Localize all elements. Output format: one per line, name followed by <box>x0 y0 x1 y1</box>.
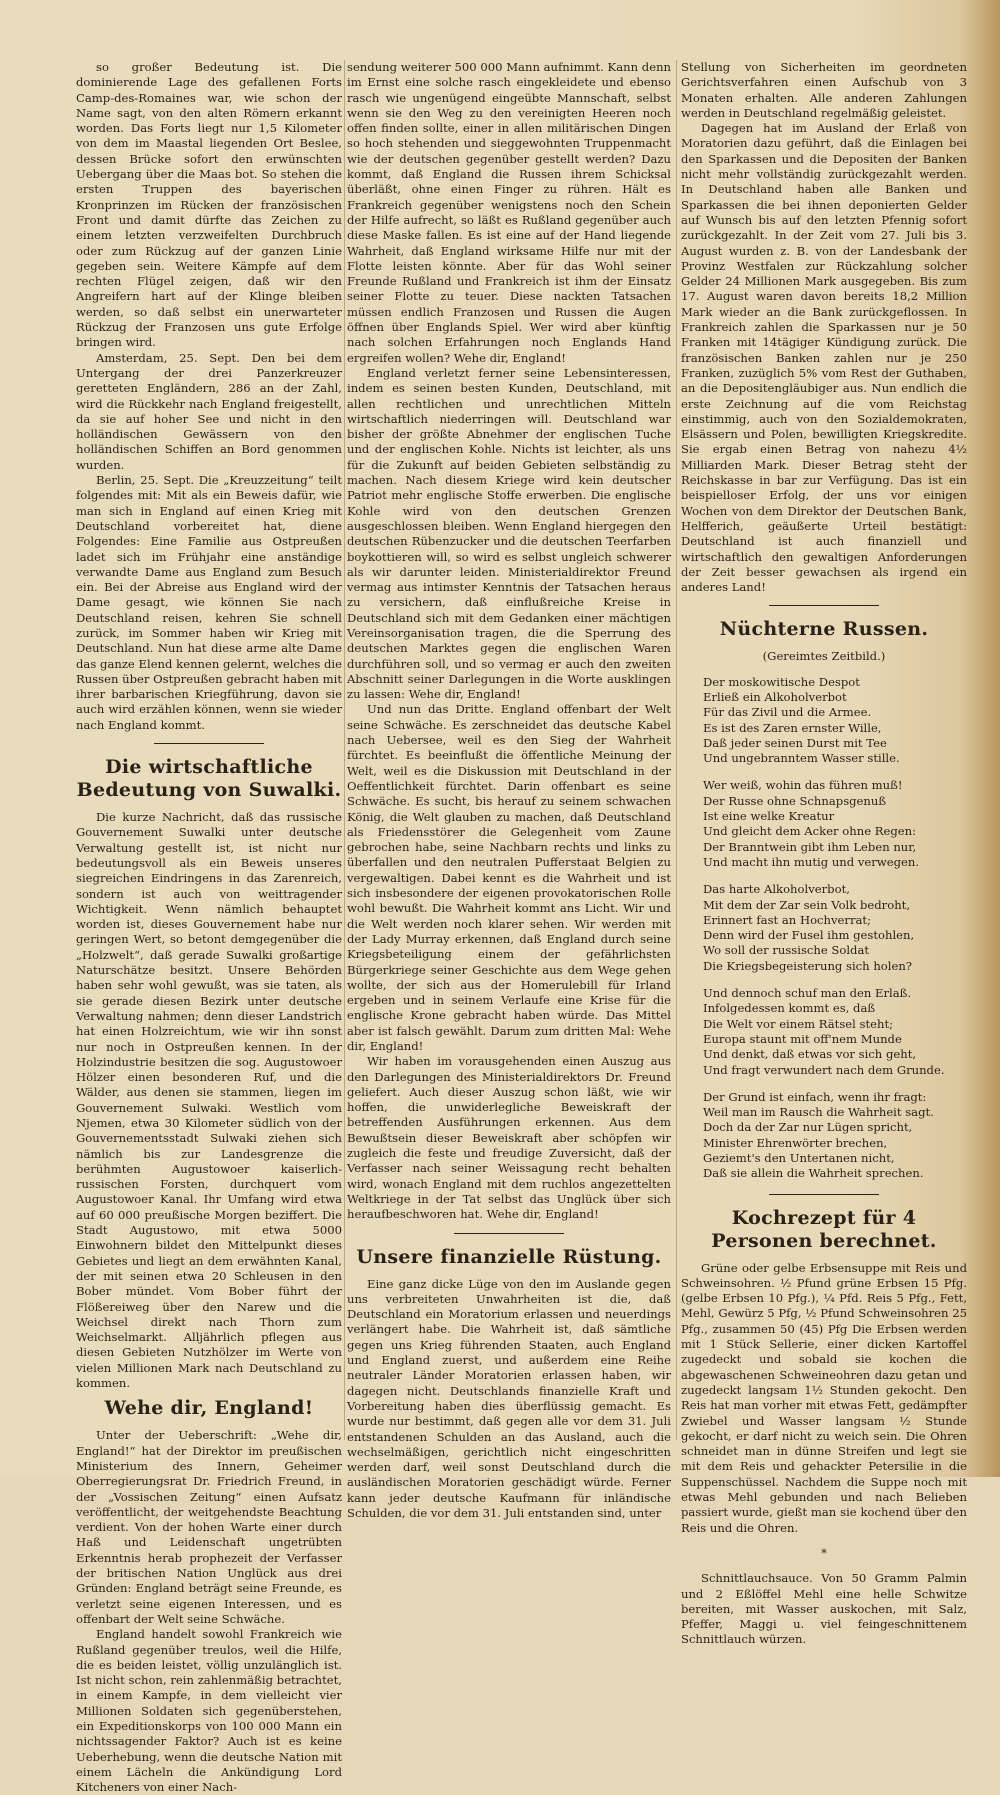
column-divider <box>676 60 677 1440</box>
poem-line: Und ungebranntem Wasser stille. <box>703 751 900 766</box>
article-heading: Die wirtschaftliche Bedeutung von Suwalki. <box>76 756 342 802</box>
section-divider <box>454 1233 564 1234</box>
paragraph: Wir haben im vorausgehenden einen Auszug aus den Darlegungen des Ministerialdirektors Dr. Freund geliefert. Auch dieser Auszug schon läßt, wie wir hoffen, die unwiderlegliche Beweiskraft der betreffenden Ausführungen erkennen. Aus dem Bewußtsein dieser Beweiskraft aber schöpfen wir zugleich die feste und freudige Zuversicht, daß der Verfasser nach seiner Weissagung recht behalten wird, wonach England mit dem ruchlos angezettelten Weltkriege in der Tat selbst das Unglück über sich heraufbeschworen hat. Wehe dir, England! <box>347 1054 671 1222</box>
column-divider <box>344 60 345 1440</box>
paragraph: Unter der Ueberschrift: „Wehe dir, England!“ hat der Direktor im preußischen Ministerium des Innern, Geheimer Oberregierungsrat Dr. Friedrich Freund, in der „Vossischen Zeitung“ einen Aufsatz veröffentlicht, der weitgehendste Beachtung verdient. Von der hohen Warte einer durch Haß und Leidenschaft ungetrübten Erkenntnis herab prophezeit der Verfasser der britischen Nation Unglück aus drei Gründen: England beträgt seine Freunde, es verletzt seine eigenen Interessen, und es offenbart der Welt seine Schwäche. <box>76 1428 342 1626</box>
paragraph: Die kurze Nachricht, daß das russische Gouvernement Suwalki unter deutsche Verwaltung gestellt ist, ist nicht nur bedeutungsvoll als ein Beweis unseres siegreichen Eindringens in das Zarenreich, sondern ist auch von weittragender Wichtigkeit. Wenn nämlich behauptet worden ist, dieses Gouvernement habe nur geringen Wert, so betont demgegenüber die „Holzwelt“, daß gerade Suwalki großartige Naturschätze besitzt. Unsere Behörden haben sehr wohl gewußt, was sie taten, als sie gerade diesen Bezirk unter deutsche Verwaltung nahmen; denn dieser Landstrich hat einen Holzreichtum, wie wir ihn sonst nur noch in Ostpreußen kennen. In der Holzindustrie besitzen die sog. Augustowoer Hölzer einen besonderen Ruf, und die Wälder, aus denen sie stammen, liegen im Gouvernement Sulwaki. Westlich vom Njemen, etwa 30 Kilometer südlich von der Gouvernementsstadt Sulwaki ziehen sich nämlich bis zur Landesgrenze die berühmten Augustowoer kaiserlich-russischen Forsten, durchquert vom Augustowoer Kanal. Ihr Umfang wird etwa auf 60 000 preußische Morgen beziffert. Die Stadt Augustowo, mit etwa 5000 Einwohnern bildet den Mittelpunkt dieses Gebietes und liegt an dem erwähnten Kanal, der mit seinen etwa 20 Schleusen in den Bober mündet. Vom Bober führt der Flößereiweg über den Narew und die Weichsel direkt nach Thorn zum Weichselmarkt. Alljährlich pflegen aus diesen Gebieten Nutzhölzer im Werte von vielen Millionen Mark nach Deutschland zu kommen. <box>76 810 342 1391</box>
poem-line: Erließ ein Alkoholverbot <box>703 689 847 704</box>
poem-stanza <box>703 778 967 870</box>
section-divider <box>769 605 879 606</box>
section-divider <box>769 1194 879 1195</box>
paragraph: sendung weiterer 500 000 Mann aufnimmt. Kann denn im Ernst eine solche rasch eingekleidete und ebenso rasch wie ungenügend eingeübte Mannschaft, selbst wenn sie den Weg zu den vereinigten Heeren noch offen finden sollte, einer in allen militärischen Dingen so hoch stehenden und sieggewohnten Truppenmacht wie der deutschen gegenüber gestellt werden? Dazu kommt, daß England die Russen ihrem Schicksal überläßt, ohne einen Finger zu rühren. Hält es Frankreich gegenüber wenigstens noch den Schein der Hilfe aufrecht, so läßt es Rußland gegenüber auch diese Maske fallen. Es ist eine auf der Hand liegende Wahrheit, daß England wirksame Hilfe nur mit der Flotte leisten könnte. Aber für das Wohl seiner Freunde Rußland und Frankreich ist ihm der Einsatz seiner Flotte zu teuer. Diese nackten Tatsachen müssen endlich Franzosen und Russen die Augen öffnen über Englands Spiel. Wer wird aber künftig nach solchen Erfahrungen noch Englands Hand ergreifen wollen? Wehe dir, England! <box>347 60 671 365</box>
paragraph: England verletzt ferner seine Lebensinteressen, indem es seinen besten Kunden, Deutschland, mit allen rechtlichen und unrechtlichen Mitteln wirtschaftlich niederringen will. Deutschland war bisher der größte Abnehmer der englischen Tuche und der englischen Kohle. Nichts ist leichter, als uns für die Zukunft auf beiden Gebieten selbständig zu machen. Nach diesem Kriege wird kein deutscher Patriot mehr englische Stoffe erwerben. Die englische Kohle wird von den deutschen Grenzen ausgeschlossen bleiben. Wenn England hiergegen den deutschen Rübenzucker und die deutschen Teerfarben boykottieren will, so wird es selbst ungleich schwerer als wir darunter leiden. Ministerialdirektor Freund vermag aus intimster Kenntnis der Tatsachen heraus zu versichern, daß einflußreiche Kreise in Deutschland sich mit dem Gedanken einer mächtigen Vereinsorganisation tragen, die die Sperrung des deutschen Marktes gegen die englischen Waren durchführen soll, und so vermag er auch den zweiten Abschnitt seiner Darlegungen in die Worte ausklingen zu lassen: Wehe dir, England! <box>347 365 671 702</box>
poem-line: Europa staunt mit off'nem Munde <box>703 1031 902 1046</box>
poem-line: Ist eine welke Kreatur <box>703 809 835 824</box>
poem-line: Der Grund ist einfach, wenn ihr fragt: <box>703 1089 927 1104</box>
article-heading: Wehe dir, England! <box>104 1397 314 1420</box>
article-heading: Nüchterne Russen. <box>719 618 929 641</box>
paragraph: Schnittlauchsauce. Von 50 Gramm Palmin und 2 Eßlöffel Mehl eine helle Schwitze bereiten, mit Wasser auskochen, mit Salz, Pfeffer, Maggi u. viel feingeschnittenem Schnittlauch würzen. <box>681 1571 967 1647</box>
poem-line: Geziemt's den Untertanen nicht, <box>703 1151 895 1165</box>
poem-line: Doch da der Zar nur Lügen spricht, <box>703 1120 913 1135</box>
poem-line: Der moskowitische Despot <box>703 674 860 689</box>
paragraph: Grüne oder gelbe Erbsensuppe mit Reis und Schweinsohren. ½ Pfund grüne Erbsen 15 Pfg. (gelbe Erbsen 10 Pfg.), ¼ Pfd. Reis 5 Pfg., Fett, Mehl, Gewürz 5 Pfg, ½ Pfund Schweinsohren 25 Pfg., zusammen 50 (45) Pfg Die Erbsen werden mit 1 Stück Sellerie, einer dicken Kartoffel zugedeckt und sobald sie kochen die abgewaschenen Schweineohren dazu getan und zugedeckt langsam 1½ Stunden gekocht. Den Reis hat man vorher mit etwas Fett, gedämpfter Zwiebel und Wasser langsam ½ Stunde gekocht, er darf nicht zu weich sein. Die Ohren schneidet man in dünne Streifen und legt sie mit dem Reis und gehackter Petersilie in die Suppenschüssel. Nachdem die Suppe noch mit etwas Mehl gebunden und nach Belieben passiert wurde, gießt man sie kochend über den Reis und die Ohren. <box>681 1260 967 1535</box>
asterisk-separator: * <box>821 1545 827 1560</box>
article-subtitle: (Gereimtes Zeitbild.) <box>762 649 886 664</box>
paragraph: Dagegen hat im Ausland der Erlaß von Moratorien dazu geführt, daß die Einlagen bei den Sparkassen und die Depositen der Banken nicht mehr vollständig zurückgezahlt werden. In Deutschland haben alle Banken und Sparkassen die bei ihnen deponierten Gelder auf Wunsch bis auf den letzten Pfennig sofort zurückgezahlt. In der Zeit vom 27. Juli bis 3. August wurden z. B. von der Landesbank der Provinz Westfalen zur Rückzahlung solcher Gelder 24 Millionen Mark ausgegeben. Bis zum 17. August waren davon bereits 18,2 Million Mark wieder an die Bank zurückgeflossen. In Frankreich zahlen die Sparkassen nur je 50 Franken mit 14tägiger Kündigung zurück. Die französischen Banken zahlen nur je 250 Franken, zuzüglich 5% vom Rest der Guthaben, an die Depositengläubiger aus. Nun endlich die erste Zeichnung auf die vom Reichstag einstimmig, auch von den Sozialdemokraten, Elsässern und Polen, bewilligten Kriegskredite. Sie ergab einen Betrag von nahezu 4½ Milliarden Mark. Dieser Betrag steht der Reichskasse in bar zur Verfügung. Das ist ein beispielloser Erfolg, der uns vor einigen Wochen von dem Direktor der Deutschen Bank, Helfferich, geäußerte Urteil bestätigt: Deutschland ist auch finanziell und wirtschaftlich den gewaltigen Anforderungen der Zeit besser gewachsen als irgend ein anderes Land! <box>681 121 967 595</box>
poem-stanza <box>703 882 967 974</box>
poem-line: Wo soll der russische Soldat <box>703 943 870 958</box>
poem-line: Erinnert fast an Hochverrat; <box>703 912 871 927</box>
paragraph: so großer Bedeutung ist. Die dominierende Lage des gefallenen Forts Camp-des-Romaines war, wie schon der Name sagt, von den alten Römern erkannt worden. Das Forts liegt nur 1,5 Kilometer von dem im Maastal liegenden Ort Beslee, dessen Brücke sofort den erwünschten Uebergang über die Maas bot. So stehen die ersten Truppen des bayerischen Kronprinzen im Rücken der französischen Front und damit dürfte das Zeichen zu einem letzten verzweifelten Durchbruch oder zum Rückzug auf der ganzen Linie gegeben sein. Weitere Kämpfe auf dem rechten Flügel zeigen, daß wir den Angreifern hart auf der Klinge bleiben werden, so daß selbst ein unerwarteter Rückzug der Franzosen uns gute Erfolge bringen wird. <box>76 60 342 350</box>
poem-line: Minister Ehrenwörter brechen, <box>703 1135 888 1150</box>
poem-line: Und gleicht dem Acker ohne Regen: <box>703 824 916 839</box>
poem-line: Daß sie allein die Wahrheit sprechen. <box>703 1166 924 1181</box>
paragraph: Stellung von Sicherheiten im geordneten Gerichtsverfahren einen Aufschub von 3 Monaten erhalten. Alle anderen Zahlungen werden in Deutschland regelmäßig geleistet. <box>681 60 967 120</box>
poem-line: Denn wird der Fusel ihm gestohlen, <box>703 928 915 943</box>
section-divider <box>154 743 264 744</box>
poem-line: Weil man im Rausch die Wahrheit sagt. <box>703 1105 934 1120</box>
paragraph: Amsterdam, 25. Sept. Den bei dem Untergang der drei Panzerkreuzer geretteten Engländern, 286 an der Zahl, wird die Rückkehr nach England freigestellt, da sie auf hoher See und nicht in den holländischen Gewässern von den holländischen Schiffen an Bord genommen wurden. <box>76 350 342 472</box>
article-heading: Unsere finanzielle Rüstung. <box>356 1245 662 1268</box>
poem-line: Der Russe ohne Schnapsgenuß <box>703 793 887 808</box>
poem-line: Daß jeder seinen Durst mit Tee <box>703 735 887 750</box>
column-2 <box>347 60 671 1521</box>
poem-line: Und macht ihn mutig und verwegen. <box>703 854 920 869</box>
poem-line: Und dennoch schuf man den Erlaß. <box>703 986 912 1001</box>
poem-line: Die Welt vor einem Rätsel steht; <box>703 1016 894 1031</box>
poem-line: Die Kriegsbegeisterung sich holen? <box>703 958 913 973</box>
poem-line: Mit dem der Zar sein Volk bedroht, <box>703 897 911 912</box>
poem-line: Für das Zivil und die Armee. <box>703 705 872 720</box>
paragraph: Berlin, 25. Sept. Die „Kreuzzeitung“ teilt folgendes mit: Mit als ein Beweis dafür, wie man sich in England auf einen Krieg mit Deutschland vorbereitet hat, diene Folgendes: Eine Familie aus Ostpreußen ladet sich im Frühjahr eine anständige verwandte Dame aus England zum Besuch ein. Bei der Abreise aus England wird der Dame gesagt, wie können Sie nach Deutschland reisen, kehren Sie schnell zurück, im Sommer haben wir Krieg mit Deutschland. Nun hat diese arme alte Dame das ganze Elend kennen gelernt, welches die Russen über Ostpreußen gebracht haben mit ihrer barbarischen Kriegführung, davon sie auch wird erzählen können, wenn sie wieder nach England kommt. <box>76 473 342 732</box>
paragraph: England handelt sowohl Frankreich wie Rußland gegenüber treulos, weil die Hilfe, die es beiden leistet, völlig unzulänglich ist. Ist nicht schon, rein zahlenmäßig betrachtet, in einem Kampfe, in dem vielleicht vier Millionen Soldaten sich gegenüberstehen, ein Expeditionskorps von 100 000 Mann ein nichtssagender Faktor? Auch ist es keine Ueberhebung, wenn die deutsche Nation mit einem Lächeln die Ankündigung Lord Kitcheners von einer Nach- <box>76 1627 342 1795</box>
poem-stanza <box>703 675 967 767</box>
paragraph: Und nun das Dritte. England offenbart der Welt seine Schwäche. Es zerschneidet das deutsche Kabel nach Uebersee, weil es den Sieg der Wahrheit fürchtet. Es beeinflußt die öffentliche Meinung der Welt, weil es die Diskussion mit Deutschland in der Oeffentlichkeit fürchtet. Darin offenbart es seine Schwäche. Es sucht, bis herauf zu seinem schwachen König, die Welt glauben zu machen, daß Deutschland als Friedensstörer die Gelegenheit vom Zaune gebrochen habe, seine Nachbarn rechts und links zu überfallen und den neutralen Pufferstaat Belgien zu vergewaltigen. Dabei kennt es die Wahrheit und ist sich insbesondere der eigenen provokatorischen Rolle wohl bewußt. Die Wahrheit kommt ans Licht. Wir und die Welt werden noch klarer sehen. Wir werden mit der Lady Murray erkennen, daß England durch seine Kriegsbeteiligung einem der gefährlichsten Bürgerkriege seiner Geschichte aus dem Wege gehen wollte, der sich aus der Homerulebill für Irland ergeben und in seinem Verlaufe eine Krise für die englische Krone gebracht haben würde. Das Mittel aber ist falsch gewählt. Darum zum dritten Mal: Wehe dir, England! <box>347 702 671 1053</box>
poem-stanza <box>703 1090 967 1182</box>
poem-line: Das harte Alkoholverbot, <box>703 882 850 897</box>
poem-line: Es ist des Zaren ernster Wille, <box>703 720 882 735</box>
poem-line: Wer weiß, wohin das führen muß! <box>703 778 903 793</box>
poem-stanza <box>703 986 967 1078</box>
article-heading: Kochrezept für 4 Personen berechnet. <box>711 1206 937 1252</box>
poem-line: Und fragt verwundert nach dem Grunde. <box>703 1062 945 1077</box>
poem-line: Infolgedessen kommt es, daß <box>703 1001 876 1016</box>
column-1 <box>76 60 342 1795</box>
poem-line: Der Branntwein gibt ihm Leben nur, <box>703 839 917 854</box>
column-3 <box>681 60 967 1648</box>
poem-line: Und denkt, daß etwas vor sich geht, <box>703 1047 917 1062</box>
paragraph: Eine ganz dicke Lüge von den im Auslande gegen uns verbreiteten Unwahrheiten ist die, daß Deutschland ein Moratorium erlassen und neuerdings verlängert habe. Die Wahrheit ist, daß sämtliche gegen uns Krieg führenden Staaten, auch England und England zuerst, und außerdem eine Reihe neutraler Länder Moratorien erlassen haben, wir dagegen nicht. Deutschlands finanzielle Kraft und Vorbereitung haben dies überflüssig gemacht. Es wurde nur bestimmt, daß gegen alle vor dem 31. Juli entstandenen Schulden an das Ausland, auch die wechselmäßigen, gerichtlich nicht eingeschritten werden darf, weil sonst Deutschland durch die ausländischen Moratorien geschädigt würde. Ferner kann jeder deutsche Kaufmann für inländische Schulden, die vor dem 31. Juli entstanden sind, unter <box>347 1276 671 1521</box>
